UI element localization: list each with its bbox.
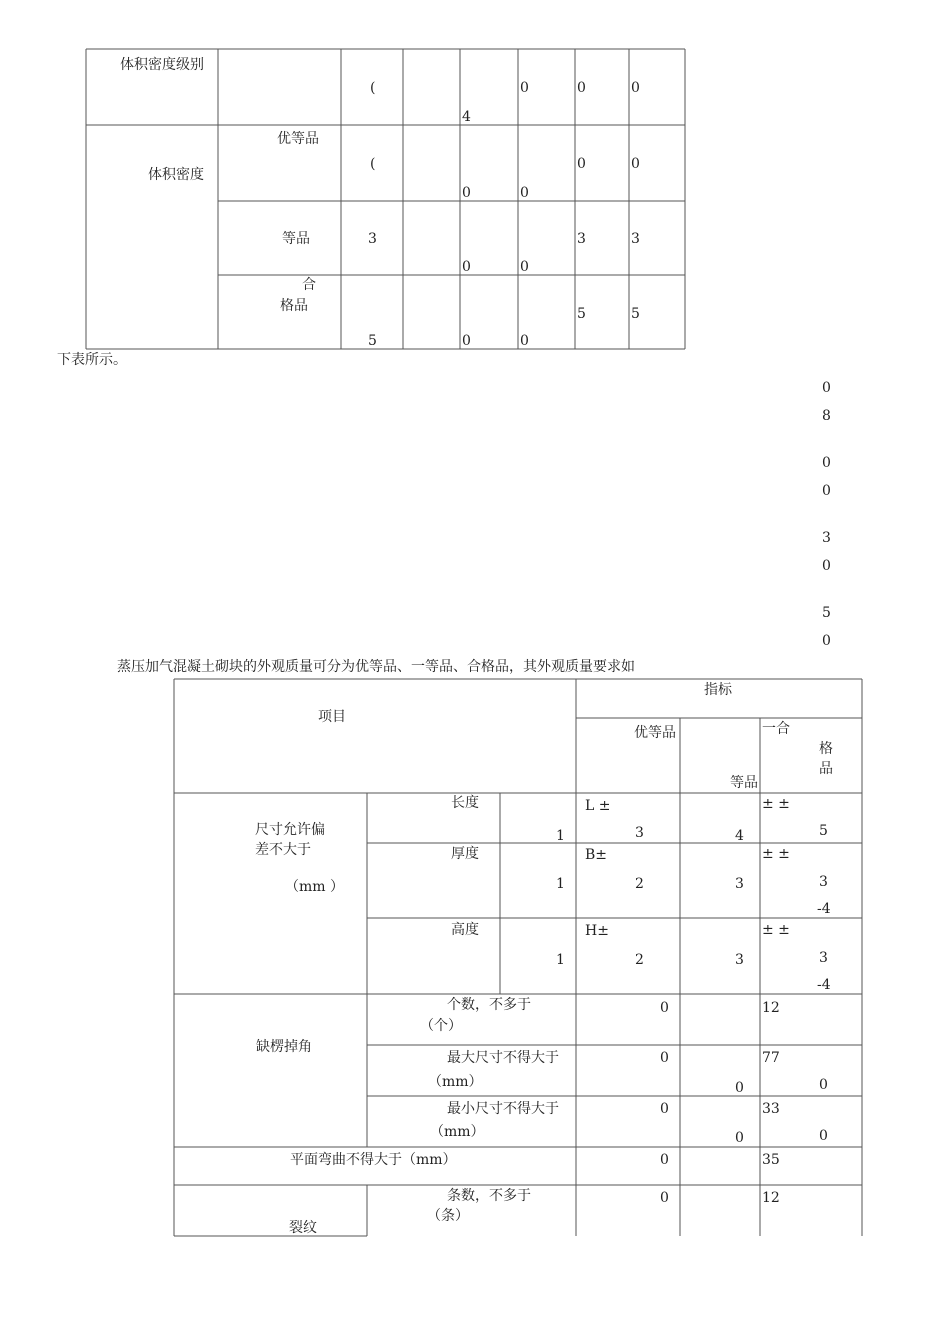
cell-text: 3 [368,231,377,247]
size-label: 尺寸允许偏 [255,822,325,838]
cell-text: 35 [762,1152,780,1168]
intro-paragraph: 蒸压加气混凝土砌块的外观质量可分为优等品、一等品、合格品，其外观质量要求如 [117,659,635,675]
crack-label: 裂纹 [289,1220,317,1236]
table2-grid [174,679,862,1236]
row-name: 最大尺寸不得大于 [447,1050,559,1066]
cell-text: 0 [631,156,640,172]
density-group-label: 体积密度 [148,167,204,183]
bend-label: 平面弯曲不得大于（mm） [290,1152,457,1168]
side-digit: 0 [822,455,831,471]
row-name: （条） [427,1208,469,1224]
cell-text: 0 [660,1190,669,1206]
size-label: 差不大于 [255,842,311,858]
note-text: 下表所示。 [57,352,127,368]
density-level-label: 体积密度级别 [120,57,204,73]
cell-text: 1 [556,876,565,892]
side-digit: 5 [822,605,831,621]
cell-text: 0 [735,1080,744,1096]
side-digit: 0 [822,633,831,649]
cell-text: B± [585,847,608,863]
index-header: 指标 [704,682,732,698]
cell-text: 3 [819,950,828,966]
grade-label: 等品 [282,231,310,247]
cell-text: 0 [819,1077,828,1093]
row-name: 高度 [451,922,479,938]
cell-text: -4 [817,901,831,917]
cell-text: 3 [631,231,640,247]
row-name: 长度 [451,795,479,811]
cell-text: 2 [635,876,644,892]
cell-text: 3 [735,952,744,968]
cell-text: 5 [368,333,377,349]
cell-text: 5 [631,306,640,322]
cell-text: 3 [635,825,644,841]
cell-text: -4 [817,977,831,993]
cell-text: 0 [660,1152,669,1168]
cell-text: 0 [462,259,471,275]
cell-text: 3 [735,876,744,892]
grade1-header: 优等品 [634,725,676,741]
cell-text: 1 [556,828,565,844]
grade3-header: 一合 [762,721,790,737]
cell-text: 4 [735,828,744,844]
side-digit: 3 [822,530,831,546]
row-name: 条数，不多于 [447,1188,531,1204]
cell-text: 0 [660,1000,669,1016]
grade3-header: 品 [819,761,833,777]
cell-text: ( [370,80,376,96]
grade-label: 优等品 [277,131,319,147]
cell-text: 2 [635,952,644,968]
cell-text: 3 [819,874,828,890]
side-digit: 0 [822,380,831,396]
cell-text: 0 [462,333,471,349]
cell-text: ± ± [762,846,790,862]
cell-text: 0 [520,185,529,201]
size-unit: （mm ） [285,879,345,895]
table1-grid [86,49,685,349]
cell-text: 5 [819,823,828,839]
cell-text: 0 [577,80,586,96]
cell-text: 0 [735,1130,744,1146]
row-name: （个） [420,1018,462,1034]
side-digit: 8 [822,408,831,424]
cell-text: 4 [462,109,471,125]
cell-text: ± ± [762,796,790,812]
side-digit: 0 [822,483,831,499]
item-header: 项目 [318,709,346,725]
row-name: （mm） [430,1124,485,1140]
cell-text: 0 [631,80,640,96]
cell-text: 0 [462,185,471,201]
cell-text: 12 [762,1000,780,1016]
cell-text: H± [585,923,609,939]
row-name: 最小尺寸不得大于 [447,1101,559,1117]
cell-text: 0 [660,1050,669,1066]
cell-text: 0 [819,1128,828,1144]
cell-text: ( [370,156,376,172]
cell-text: 77 [762,1050,780,1066]
corner-label: 缺楞掉角 [256,1039,312,1055]
grade3-header: 格 [819,741,833,757]
cell-text: 0 [520,333,529,349]
cell-text: 5 [577,306,586,322]
grade-label: 格品 [280,298,308,314]
cell-text: 33 [762,1101,780,1117]
row-name: 厚度 [451,846,479,862]
cell-text: 1 [556,952,565,968]
side-digit: 0 [822,558,831,574]
grade2-header: 等品 [730,775,758,791]
cell-text: 12 [762,1190,780,1206]
cell-text: 0 [660,1101,669,1117]
cell-text: L ± [585,798,611,814]
cell-text: ± ± [762,922,790,938]
cell-text: 3 [577,231,586,247]
cell-text: 0 [520,259,529,275]
grade-label: 合 [302,277,316,293]
row-name: （mm） [428,1074,483,1090]
cell-text: 0 [520,80,529,96]
row-name: 个数，不多于 [447,997,531,1013]
cell-text: 0 [577,156,586,172]
